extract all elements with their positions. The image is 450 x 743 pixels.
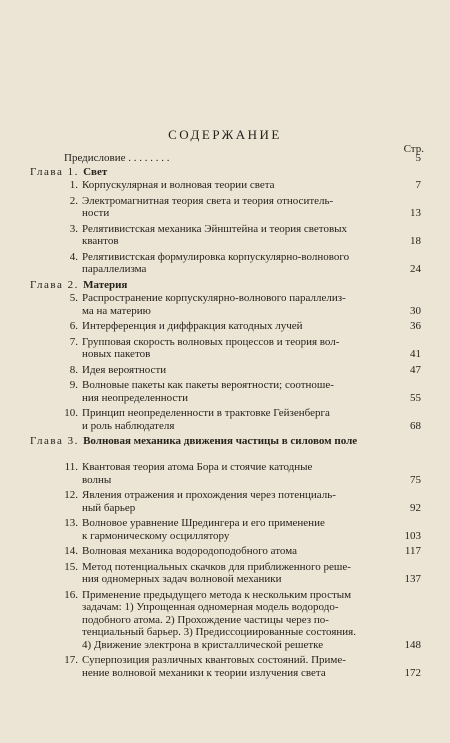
entry-line: ния одномерных задач волновой механики [82, 573, 282, 585]
chapter-title: Материя [83, 278, 128, 291]
entry-page: 47 [410, 363, 421, 376]
entry-page: 55 [410, 391, 421, 404]
entry-line: ния неопределенности [82, 391, 188, 404]
chapter-heading [30, 435, 360, 448]
entry-line: к гармоническому осциллятору [82, 529, 230, 542]
chapter-heading [30, 166, 430, 179]
entry-line: Идея вероятности [82, 363, 167, 376]
entry-line: Релятивистская формулировка корпускулярно-волнового [82, 250, 350, 263]
entry-number: 5. [69, 292, 78, 304]
entry-line: ма на материю [82, 304, 151, 317]
page-column-label: Стр. [403, 143, 424, 155]
entry-page: 36 [410, 320, 421, 332]
entry-number: 11. [64, 461, 78, 473]
preface-page: 5 [415, 152, 421, 164]
entry-number: 14. [64, 545, 78, 557]
entry-number: 3. [69, 222, 78, 235]
entry-number: 2. [69, 194, 78, 207]
chapter-heading [30, 279, 430, 292]
chapter-label: Глава 1. [30, 165, 84, 178]
entry-number: 7. [69, 335, 78, 348]
entry-line: задачам: 1) Упрощенная одномерная модель водородо- [82, 601, 339, 613]
entry-line: Принцип неопределенности в трактовке Гейзенберга [82, 407, 330, 419]
entry-page: 18 [410, 235, 421, 247]
entry-line: тенциальный барьер. 3) Предиссоциированные состояния. [82, 626, 356, 638]
entry-number: 12. [64, 489, 78, 501]
entry-line: ности [82, 207, 110, 219]
entry-number: 1. [69, 179, 78, 191]
entry-page: 103 [404, 529, 421, 542]
entry-line: нение волновой механики к теории излучения света [82, 666, 326, 679]
chapter-title: Волновая механика движения частицы в силовом поле [83, 435, 358, 447]
entry-number: 9. [69, 379, 78, 391]
entry-page: 24 [410, 263, 421, 275]
entry-page: 30 [410, 304, 421, 317]
entry-line: волны [82, 473, 112, 486]
entry-number: 10. [64, 407, 78, 419]
entry-line: Явления отражения и прохождения через потенциаль- [82, 489, 336, 501]
chapter-title: Свет [83, 165, 108, 178]
entry-number: 17. [64, 654, 78, 666]
entry-page: 137 [404, 573, 421, 585]
entry-line: Корпускулярная и волновая теории света [82, 179, 275, 191]
entry-page: 68 [410, 419, 421, 432]
entry-line: Групповая скорость волновых процессов и теория вол- [82, 335, 340, 348]
entry-line: Волновая механика водородоподобного атома [82, 545, 297, 557]
chapter-label: Глава 2. [30, 278, 84, 291]
preface-text: Предисловие . . . . . . . . [64, 152, 170, 164]
entry-line: подобного атома. 2) Прохождение частицы через по- [82, 613, 329, 626]
entry-line: параллелизма [82, 263, 147, 275]
entry-line: Интерференция и диффракция катодных лучей [82, 320, 303, 332]
entry-number: 6. [69, 320, 78, 332]
entry-line: Электромагнитная теория света и теория относитель- [82, 194, 334, 207]
entry-number: 16. [64, 588, 78, 601]
entry-line: Метод потенциальных скачков для приближенного реше- [82, 560, 351, 573]
entry-line: Суперпозиция различных квантовых состояний. Приме- [82, 654, 346, 666]
entry-line: Релятивистская механика Эйнштейна и теория световых [82, 222, 348, 235]
entry-line: и роль наблюдателя [82, 419, 175, 432]
entry-page: 13 [410, 207, 421, 219]
toc-heading: СОДЕРЖАНИЕ [168, 127, 282, 142]
chapter-label: Глава 3. [30, 435, 84, 447]
entry-number: 8. [69, 363, 78, 376]
entry-line: Квантовая теория атома Бора и стоячие катодные [82, 461, 313, 473]
entry-line: Волновые пакеты как пакеты вероятности; соотноше- [82, 379, 334, 391]
entry-line: квантов [82, 235, 119, 247]
entry-number: 4. [69, 250, 78, 263]
entry-line: Распространение корпускулярно-волнового параллелиз- [82, 292, 346, 304]
entry-page: 172 [404, 666, 421, 679]
entry-page: 75 [410, 473, 421, 486]
entry-page: 92 [410, 501, 421, 514]
entry-number: 15. [64, 560, 78, 573]
entry-line: 4) Движение электрона в кристаллической решетке [82, 638, 324, 651]
entry-line: ный барьер [82, 501, 136, 514]
entry-line: Волновое уравнение Шредингера и его применение [82, 517, 325, 529]
entry-line: новых пакетов [82, 348, 151, 360]
entry-line: Применение предыдущего метода к нескольким простым [82, 588, 352, 601]
entry-page: 117 [404, 545, 421, 557]
entry-page: 7 [415, 179, 421, 191]
entry-number: 13. [64, 517, 78, 529]
entry-page: 41 [410, 348, 421, 360]
entry-page: 148 [404, 638, 421, 651]
